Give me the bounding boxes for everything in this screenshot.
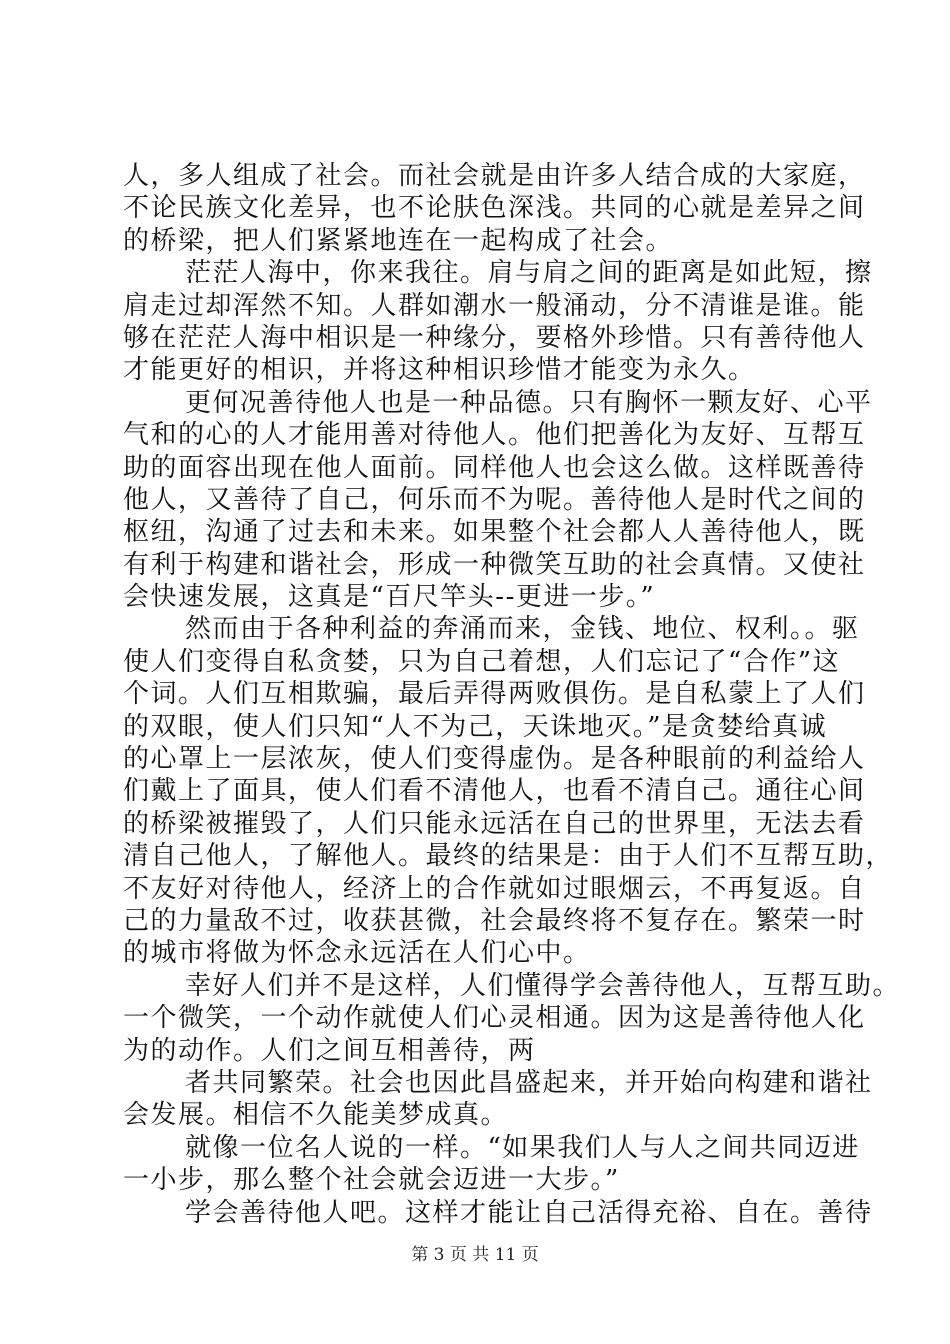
text-line: 会发展。相信不久能美梦成真。: [123, 1100, 509, 1131]
text-line: 就像一位名人说的一样。“如果我们人与人之间共同迈进: [185, 1132, 860, 1163]
text-line: 的双眼，使人们只知“人不为己，天诛地灭。”是贪婪给真诚: [123, 711, 828, 742]
text-line: 的城市将做为怀念永远活在人们心中。: [123, 938, 591, 969]
text-line: 幸好人们并不是这样，人们懂得学会善待他人，互帮互助。: [185, 970, 901, 1001]
text-line: 一小步，那么整个社会就会迈进一大步。”: [123, 1165, 620, 1196]
text-line: 一个微笑，一个动作就使人们心灵相通。因为这是善待他人化: [123, 1003, 866, 1034]
text-line: 不友好对待他人，经济上的合作就如过眼烟云，不再复返。自: [123, 873, 866, 904]
text-line: 者共同繁荣。社会也因此昌盛起来，并开始向构建和谐社: [185, 1067, 873, 1098]
text-line: 为的动作。人们之间互相善待，两: [123, 1035, 536, 1066]
text-line: 更何况善待他人也是一种品德。只有胸怀一颗友好、心平: [185, 387, 873, 418]
text-line: 的桥梁，把人们紧紧地连在一起构成了社会。: [123, 225, 674, 256]
text-line: 气和的心的人才能用善对待他人。他们把善化为友好、互帮互: [123, 420, 866, 451]
text-line: 然而由于各种利益的奔涌而来，金钱、地位、权利。。驱: [185, 614, 860, 645]
text-line: 有利于构建和谐社会，形成一种微笑互助的社会真情。又使社: [123, 549, 866, 580]
text-line: 使人们变得自私贪婪，只为自己着想，人们忘记了“合作”这: [123, 646, 841, 677]
text-line: 枢纽，沟通了过去和未来。如果整个社会都人人善待他人，既: [123, 517, 866, 548]
text-line: 茫茫人海中，你来我往。肩与肩之间的距离是如此短，擦: [185, 258, 873, 289]
text-line: 会快速发展，这真是“百尺竿头--更进一步。”: [123, 582, 656, 613]
text-line: 不论民族文化差异，也不论肤色深浅。共同的心就是差异之间: [123, 193, 866, 224]
text-line: 们戴上了面具，使人们看不清他人，也看不清自己。通往心间: [123, 776, 866, 807]
text-line: 己的力量敌不过，收获甚微，社会最终将不复存在。繁荣一时: [123, 905, 866, 936]
text-line: 学会善待他人吧。这样才能让自己活得充裕、自在。善待: [185, 1197, 873, 1228]
text-line: 人，多人组成了社会。而社会就是由许多人结合成的大家庭，: [123, 161, 866, 191]
text-line: 个词。人们互相欺骗，最后弄得两败俱伤。是自私蒙上了人们: [123, 679, 866, 710]
page-footer: 第 3 页 共 11 页: [411, 1245, 539, 1265]
text-line: 的桥梁被摧毁了，人们只能永远活在自己的世界里，无法去看: [123, 808, 866, 839]
text-line: 清自己他人，了解他人。最终的结果是：由于人们不互帮互助，: [123, 841, 894, 872]
text-line: 肩走过却浑然不知。人群如潮水一般涌动，分不清谁是谁。能: [123, 290, 866, 321]
text-line: 才能更好的相识，并将这种相识珍惜才能变为永久。: [123, 355, 756, 386]
text-line: 的心罩上一层浓灰，使人们变得虚伪。是各种眼前的利益给人: [123, 744, 866, 775]
document-body: [123, 160, 901, 1229]
text-line: 助的面容出现在他人面前。同样他人也会这么做。这样既善待: [123, 452, 866, 483]
text-line: 够在茫茫人海中相识是一种缘分，要格外珍惜。只有善待他人: [123, 322, 866, 353]
text-line: 他人，又善待了自己，何乐而不为呢。善待他人是时代之间的: [123, 484, 866, 515]
